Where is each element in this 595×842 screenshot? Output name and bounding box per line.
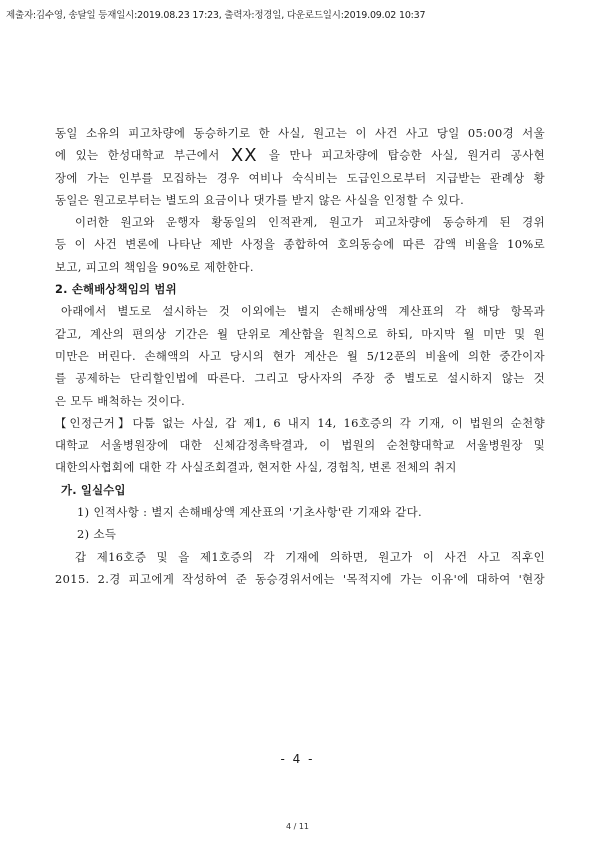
section-heading-damages-scope: 2. 손해배상책임의 범위 — [55, 282, 177, 297]
text-line: 보고, 피고의 책임을 90%로 제한한다. — [55, 259, 254, 274]
list-item-income: 2) 소득 — [77, 527, 117, 542]
text-line-part: 을 만나 피고차량에 탑승한 사실, 원거리 공사현 — [268, 148, 546, 163]
text-line: 이러한 원고와 운행자 황동일의 인적관계, 원고가 피고차량에 동승하게 된 경위 — [75, 215, 545, 230]
text-line: 를 공제하는 단리할인법에 따른다. 그리고 당사자의 주장 중 별도로 설시하지 않는 것 — [55, 371, 545, 386]
text-line: 아래에서 별도로 설시하는 것 이외에는 별지 손해배상액 계산표의 각 해당 항목과 — [61, 304, 545, 319]
evidence-basis-line: 【인정근거】다툼 없는 사실, 갑 제1, 6 내지 14, 16호증의 각 기재, 이 법원의 순천향 — [55, 415, 545, 430]
text-line: 대학교 서울병원장에 대한 신체감정촉탁결과, 이 법원의 순천향대학교 서울병원장 및 — [55, 438, 545, 453]
text-line: 동일은 원고로부터는 별도의 요금이나 댓가를 받지 않은 사실을 인정할 수 있다. — [55, 192, 465, 207]
text-line — [55, 144, 545, 166]
text-line: 같고, 계산의 편의상 기간은 월 단위로 계산함을 원칙으로 하되, 마지막 월 미만 및 원 — [55, 326, 545, 341]
redacted-name-mark: XX — [230, 145, 258, 167]
document-body — [55, 122, 545, 590]
page-number: - 4 - — [280, 752, 315, 766]
subsection-heading-lost-income: 가. 일실수입 — [61, 482, 126, 497]
submission-header: 제출자:김수영, 송달일 등재일시:2019.08.23 17:23, 출력자:정경일, 다운로드일시:2019.09.02 10:37 — [6, 10, 426, 21]
text-line: 2015. 2.경 피고에게 작성하여 준 동승경위서에는 '목적지에 가는 이유'에 대하여 '현장 — [55, 571, 545, 586]
text-line: 대한의사협회에 대한 각 사실조회결과, 현저한 사실, 경험칙, 변론 전체의 취지 — [55, 460, 457, 475]
page-counter: 4 / 11 — [285, 822, 310, 831]
text-line: 등 이 사건 변론에 나타난 제반 사정을 종합하여 호의동승에 따른 감액 비율을 10%로 — [55, 237, 545, 252]
text-line: 갑 제16호증 및 을 제1호증의 각 기재에 의하면, 원고가 이 사건 사고 직후인 — [75, 549, 545, 564]
text-line: 미만은 버린다. 손해액의 사고 당시의 현가 계산은 월 5/12푼의 비율에 의한 중간이자 — [55, 348, 545, 363]
list-item-personal-info: 1) 인적사항 : 별지 손해배상액 계산표의 '기초사항'란 기재와 같다. — [77, 505, 423, 520]
text-line: 장에 가는 인부를 모집하는 경우 여비나 숙식비는 도급인으로부터 지급받는 관례상 황 — [55, 170, 545, 185]
text-line: 은 모두 배척하는 것이다. — [55, 393, 186, 408]
text-line: 동일 소유의 피고차량에 동승하기로 한 사실, 원고는 이 사건 사고 당일 05:00경 서울 — [55, 126, 545, 140]
text-line-part: 에 있는 한성대학교 부근에서 — [55, 148, 220, 163]
